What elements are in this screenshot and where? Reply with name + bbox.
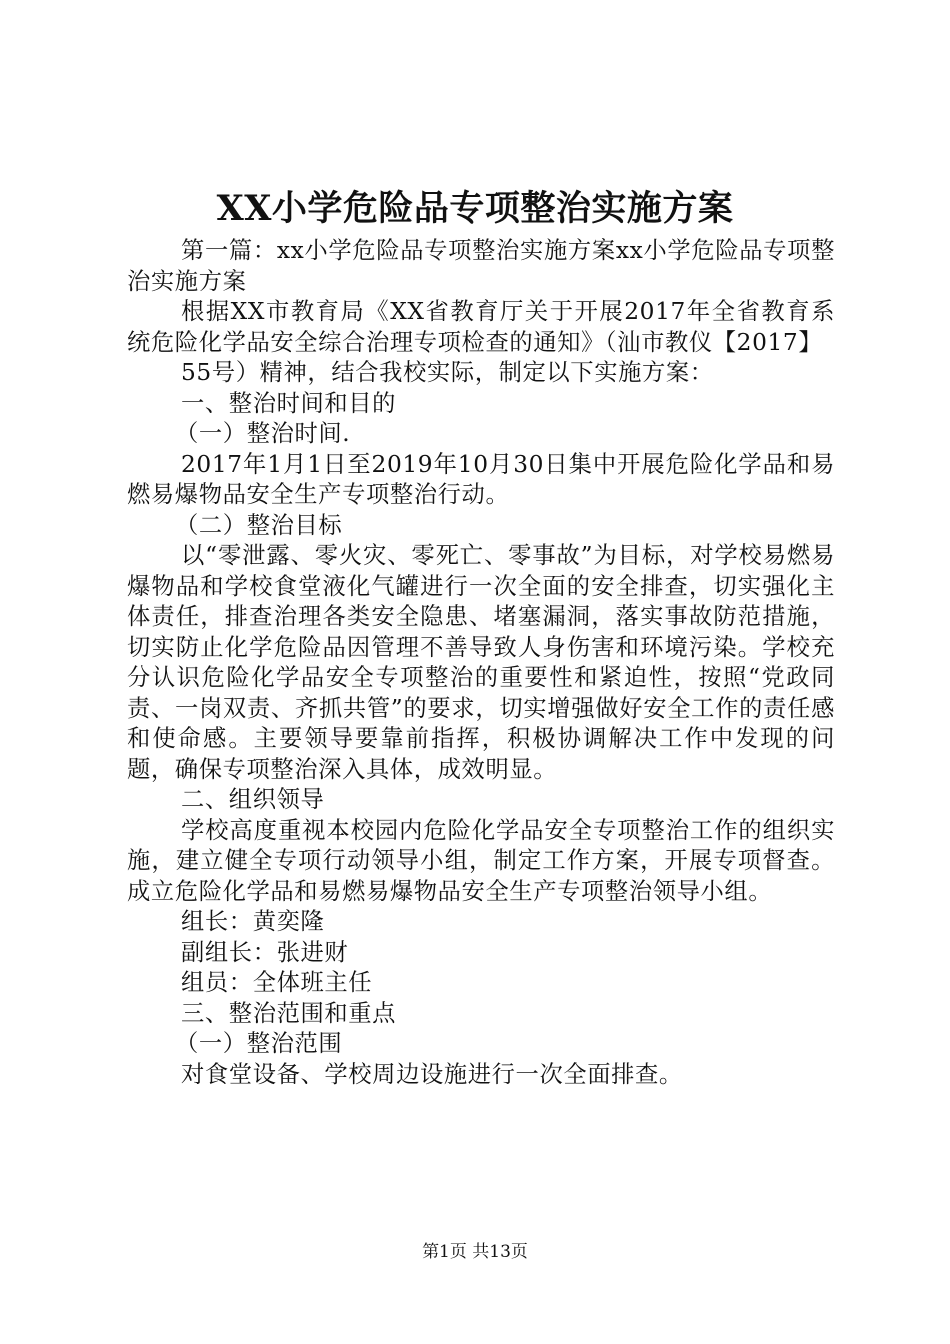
heading-section-2: 二、组织领导 (181, 786, 325, 813)
heading-section-3: 三、整治范围和重点 (181, 999, 397, 1027)
heading-section-1: 一、整治时间和目的 (181, 389, 397, 417)
paragraph-members: 组员：全体班主任 (181, 969, 373, 996)
heading-subsection-1-2: （二）整治目标 (175, 511, 343, 539)
document-body (127, 236, 835, 1090)
paragraph-deputy-leader: 副组长：张进财 (181, 938, 349, 966)
paragraph-leader: 组长：黄奕隆 (181, 908, 325, 935)
paragraph-scope: 对食堂设备、学校周边设施进行一次全面排查。 (181, 1060, 683, 1088)
paragraph-basis: 根据XX市教育局《XX省教育厅关于开展2017年全省教育系统危险化学品安全综合治理专项检查的通知》（汕市教仪【2017】 (127, 298, 835, 356)
heading-subsection-1-1: （一）整治时间. (175, 420, 351, 447)
heading-subsection-3-1: （一）整治范围 (175, 1030, 343, 1057)
paragraph-goal: 以“零泄露、零火灾、零死亡、零事故”为目标，对学校易燃易爆物品和学校食堂液化气罐进行一次全面的安全排查，切实强化主体责任，排查治理各类安全隐患、堵塞漏洞，落实事故防范措施，切实防止化学危险品因管理不善导致人身伤害和环境污染。学校充分认识危险化学品安全专项整治的重要性和紧迫性，按照“党政同责、一岗双责、齐抓共管”的要求，切实增强做好安全工作的责任感和使命感。主要领导要靠前指挥，积极协调解决工作中发现的问题，确保专项整治深入具体，成效明显。 (127, 542, 835, 783)
paragraph-organization: 学校高度重视本校园内危险化学品安全专项整治工作的组织实施，建立健全专项行动领导小组，制定工作方案，开展专项督查。成立危险化学品和易燃易爆物品安全生产专项整治领导小组。 (127, 816, 835, 905)
paragraph-intro: 第一篇：xx小学危险品专项整治实施方案xx小学危险品专项整治实施方案 (127, 237, 835, 295)
paragraph-basis-cont: 55号）精神，结合我校实际，制定以下实施方案： (181, 359, 714, 386)
page-number-footer: 第1页 共13页 (422, 1242, 528, 1262)
document-title: XX小学危险品专项整治实施方案 (216, 188, 734, 229)
paragraph-time: 2017年1月1日至2019年10月30日集中开展危险化学品和易燃易爆物品安全生产专项整治行动。 (127, 450, 835, 508)
